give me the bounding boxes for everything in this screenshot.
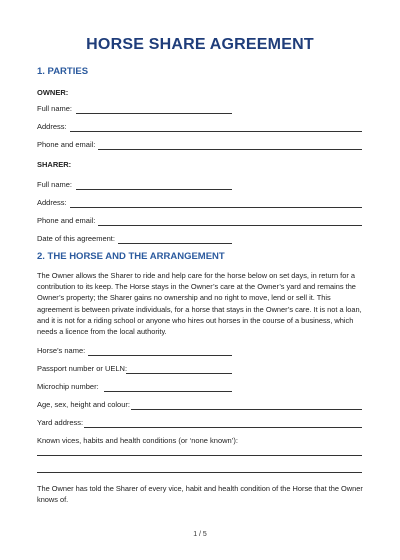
owner-phone-label: Phone and email:: [37, 140, 96, 149]
yard-address-field[interactable]: [84, 427, 362, 428]
owner-full-name-field[interactable]: [76, 113, 232, 114]
section-heading-parties: 1. PARTIES: [37, 66, 89, 77]
sharer-address-label: Address:: [37, 198, 67, 207]
sharer-phone-email-field[interactable]: [98, 225, 362, 226]
age-sex-height-colour-field[interactable]: [131, 409, 362, 410]
agreement-date-label: Date of this agreement:: [37, 234, 115, 243]
passport-label: Passport number or UELN:: [37, 364, 128, 373]
owner-label: OWNER:: [37, 88, 69, 97]
horse-name-field[interactable]: [88, 355, 232, 356]
horse-name-label: Horse’s name:: [37, 346, 86, 355]
owner-address-field[interactable]: [70, 131, 362, 132]
sharer-address-field[interactable]: [70, 207, 362, 208]
document-title: HORSE SHARE AGREEMENT: [86, 36, 314, 53]
arrangement-paragraph: The Owner allows the Sharer to ride and help care for the horse below on set days, in return for a contribution to its keep. The Horse stays in the Owner’s care at the Owner’s yard and remains the Owner’s property; the Sharer gains no ownership and no right to move, lend or sell it. This agreement is between private individuals, for a horse that stays in the Owner’s care. It is not a loan, and it is not for a riding school or anyone who hires out horses in the course of a business, which needs a licence from the local authority.: [37, 271, 362, 337]
passport-ueln-field[interactable]: [126, 373, 232, 374]
microchip-field[interactable]: [104, 391, 232, 392]
age-sex-label: Age, sex, height and colour:: [37, 400, 130, 409]
sharer-phone-label: Phone and email:: [37, 216, 96, 225]
owner-phone-email-field[interactable]: [98, 149, 362, 150]
sharer-full-name-label: Full name:: [37, 180, 73, 189]
sharer-label: SHARER:: [37, 160, 72, 169]
section-heading-horse-arrangement: 2. THE HORSE AND THE ARRANGEMENT: [37, 251, 225, 262]
page-number: 1 / 5: [193, 531, 207, 538]
microchip-label: Microchip number:: [37, 382, 99, 391]
agreement-date-field[interactable]: [118, 243, 232, 244]
disclosure-paragraph: The Owner has told the Sharer of every vice, habit and health condition of the Horse that the Owner knows of.: [37, 484, 363, 505]
vices-field-line-2[interactable]: [37, 472, 362, 473]
owner-full-name-label: Full name:: [37, 104, 73, 113]
sharer-full-name-field[interactable]: [76, 189, 232, 190]
vices-label: Known vices, habits and health conditions (or ‘none known’):: [37, 436, 238, 445]
owner-address-label: Address:: [37, 122, 67, 131]
yard-address-label: Yard address:: [37, 418, 84, 427]
vices-field-line-1[interactable]: [37, 455, 362, 456]
